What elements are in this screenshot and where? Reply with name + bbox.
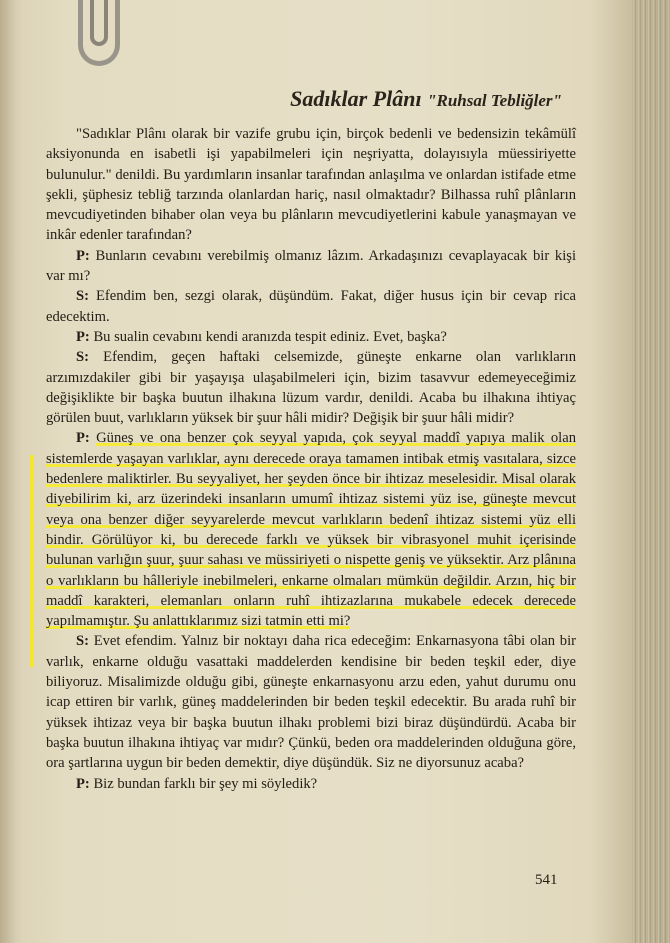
running-header xyxy=(0,86,562,112)
highlighted-paragraph xyxy=(46,428,576,631)
paragraph-text: Bunların cevabını verebilmiş olmanız lâzım. Arkadaşınızı cevaplayacak bir kişi var mı? xyxy=(46,247,576,285)
paragraph-text: Efendim, geçen haftaki celsemizde, güneşte enkarne olan varlıkların arzımızdakiler gibi bir yaşayışa ulaşabilmeleri için, bizim tasavvur edemeyeceğimiz değişiklikte bir başka buutun ilhakına lüzum vardır, denildi. Acaba bu ilhakına ihtiyaç görülen buut, varlıkların yüksek bir şuur hâli midir? Değişik bir şuur hâli midir? xyxy=(46,349,576,427)
book-edge xyxy=(632,0,670,943)
paragraph xyxy=(46,246,576,287)
speaker-label: P: xyxy=(76,247,90,264)
paragraph-text: Bu sualin cevabını kendi aranızda tespit ediniz. Evet, başka? xyxy=(93,328,447,345)
page-number: 541 xyxy=(535,872,558,888)
paragraph xyxy=(46,347,576,428)
body-text xyxy=(46,124,576,794)
speaker-label: S: xyxy=(76,288,89,305)
paragraph-text: Evet efendim. Yalnız bir noktayı daha rica edeceğim: Enkarnasyona tâbi olan bir varlık, enkarne olduğu vasattaki maddelerden kendisine bir beden teşkil eder, diye biliyoruz. Misalimizde olduğu gibi, güneşte enkarnasyonu arzu eden, yahut durumu onu icap ettiren bir varlık, güneş maddelerinden bir beden teşkil edecektir. Bu arada ruhî bir yüksek ihtizaz veya bir başka buutun ilhakı problemi bizi biraz düşündürdü. Acaba bir başka buutun ilhakına ihtiyaç var mıdır? Çünkü, beden ora maddelerinden olduğuna göre, ora şartlarına uygun bir beden demektir, diye düşündük. Siz ne diyorsunuz acaba? xyxy=(46,633,576,772)
paragraph xyxy=(46,631,576,773)
paragraph-text: Biz bundan farklı bir şey mi söyledik? xyxy=(93,775,318,792)
paperclip-inner-icon xyxy=(90,0,108,46)
paragraph-text: Efendim ben, sezgi olarak, düşündüm. Fakat, diğer husus için bir cevap rica edecektim. xyxy=(46,288,576,325)
paragraph xyxy=(46,774,576,794)
paragraph xyxy=(46,286,576,327)
speaker-label: S: xyxy=(76,633,89,650)
paragraph xyxy=(46,124,576,246)
page-gutter-shadow xyxy=(0,0,22,943)
speaker-label: S: xyxy=(76,349,89,366)
speaker-label: P: xyxy=(76,430,90,447)
highlight-margin-mark xyxy=(30,455,34,667)
paragraph-text: "Sadıklar Plânı olarak bir vazife grubu için, birçok bedenli ve bedensizin tekâmülî aksiyonunda en isabetli işi yapabilmeleri için neşriyatta, dolayısıyla müessiriyette bulunulur." denildi. Bu yardımların insanlar tarafından anlaşılma ve onlardan istifade etme şekli, şüphesiz tebliğ tarzında olanlardan hariç, nasıl olmaktadır? Bilhassa ruhî plânların mevcudiyetinden bihaber olan veya bu plânların mevcudiyetlerini kabule yanaşmayan ve inkâr edenler tarafından? xyxy=(46,126,576,244)
speaker-label: P: xyxy=(76,328,90,345)
highlighted-text: Güneş ve ona benzer çok seyyal yapıda, çok seyyal maddî yapıya malik olan sistemlerde yaşayan varlıklar, aynı derecede oraya tamamen intibak etmiş vasıtalara, sizce bedenlere maliktirler. Bu seyyaliyet, her şeyden önce bir ihtizaz meselesidir. Misal olarak diyebilirim ki, arz üzerindeki insanların umumî ihtizaz sistemi yüz ise, güneşte mevcut veya ona benzer diğer seyyarelerde mevcut varlıkların bedenî ihtizaz sistemi yüz elli bindir. Görülüyor ki, bu derecede farklı ve yüksek bir vibrasyonel muhit içerisinde bulunan varlığın şuur, şuur sahası ve müssiriyeti o nispette geniş ve yüksektir. Arz plânına o varlıkların bu hâlleriyle inebilmeleri, enkarne olmaları mümkün değildir. Arzın, hiç bir maddî karakteri, elemanları onların ruhî ihtizazlarına mukabele edecek derecede yapılmamıştır. Şu anlattıklarımız sizi tatmin etti mi? xyxy=(46,430,576,630)
header-title: Sadıklar Plânı xyxy=(290,86,422,111)
header-subtitle: "Ruhsal Tebliğler" xyxy=(427,91,562,110)
speaker-label: P: xyxy=(76,775,90,792)
paragraph xyxy=(46,327,576,347)
